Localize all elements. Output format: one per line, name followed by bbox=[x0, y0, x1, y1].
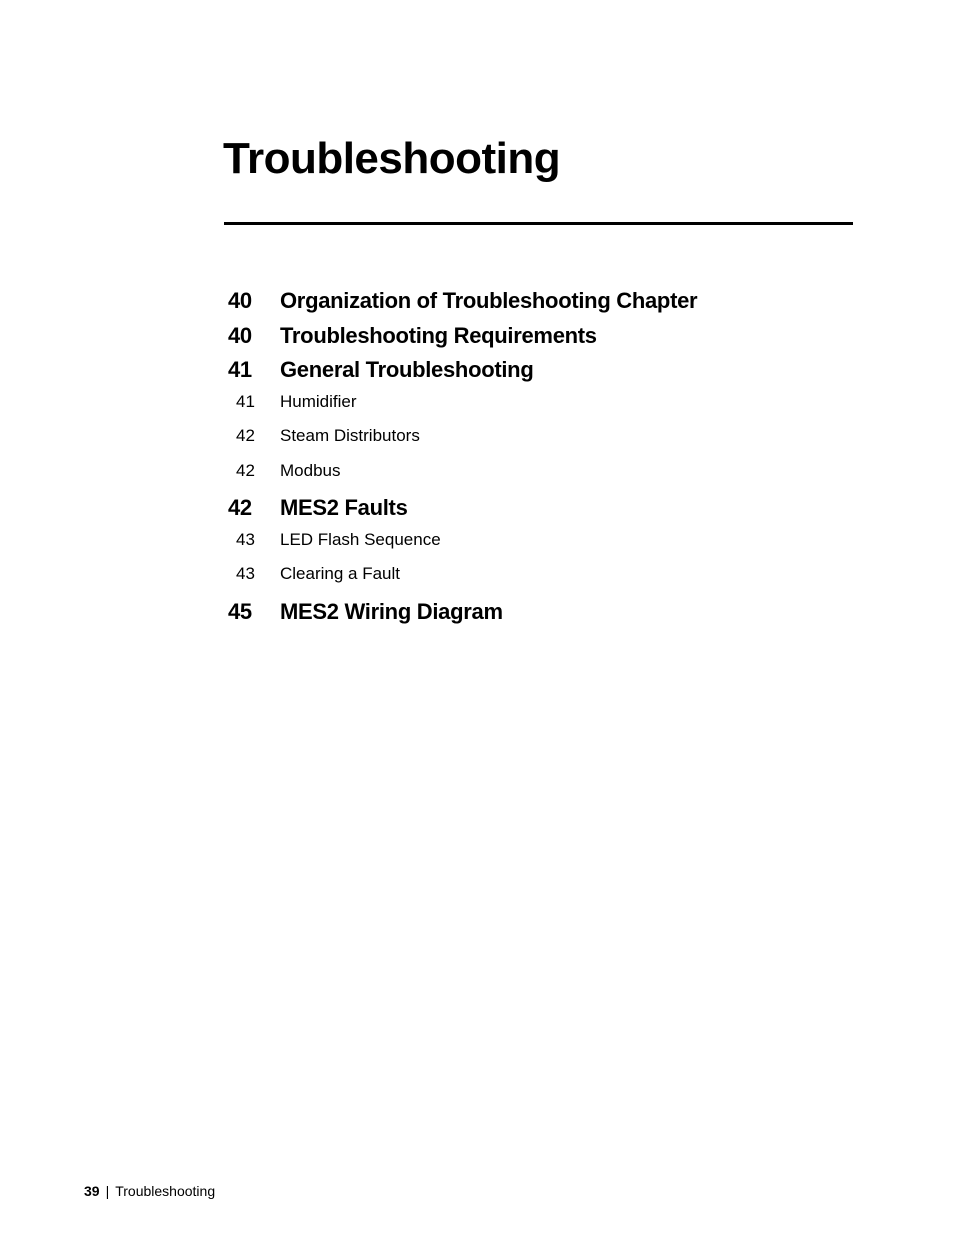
toc-subentry-label: LED Flash Sequence bbox=[280, 529, 441, 549]
toc-page-number: 42 bbox=[228, 495, 252, 520]
toc-subentry-label: Steam Distributors bbox=[280, 426, 420, 445]
table-of-contents bbox=[224, 288, 854, 633]
toc-page-number: 43 bbox=[236, 564, 255, 583]
toc-subentry[interactable] bbox=[224, 530, 854, 565]
toc-page-number: 42 bbox=[236, 460, 255, 480]
toc-subentry-label: Humidifier bbox=[280, 391, 357, 411]
toc-entry-label: MES2 Faults bbox=[280, 495, 408, 520]
toc-entry-label: MES2 Wiring Diagram bbox=[280, 598, 503, 624]
toc-entry[interactable] bbox=[224, 357, 854, 392]
chapter-title: Troubleshooting bbox=[223, 134, 561, 183]
toc-entry[interactable] bbox=[224, 288, 854, 323]
toc-subentry-label: Modbus bbox=[280, 460, 341, 480]
toc-page-number: 45 bbox=[228, 598, 252, 624]
toc-subentry[interactable] bbox=[224, 564, 854, 599]
toc-entry-label: General Troubleshooting bbox=[280, 357, 534, 382]
footer-section-title: Troubleshooting bbox=[115, 1183, 216, 1199]
toc-entry[interactable] bbox=[224, 599, 854, 634]
toc-subentry-label: Clearing a Fault bbox=[280, 564, 401, 583]
toc-subentry[interactable] bbox=[224, 392, 854, 427]
footer-page-number: 39 bbox=[84, 1183, 100, 1199]
toc-page-number: 40 bbox=[228, 288, 252, 313]
page-footer bbox=[84, 1183, 215, 1199]
footer-separator: | bbox=[105, 1183, 110, 1199]
toc-page-number: 42 bbox=[236, 426, 255, 445]
toc-page-number: 43 bbox=[236, 529, 255, 549]
toc-subentry[interactable] bbox=[224, 461, 854, 496]
toc-page-number: 40 bbox=[228, 322, 252, 348]
toc-page-number: 41 bbox=[228, 357, 252, 382]
toc-subentry[interactable] bbox=[224, 426, 854, 461]
toc-entry[interactable] bbox=[224, 495, 854, 530]
toc-entry-label: Troubleshooting Requirements bbox=[280, 322, 597, 348]
toc-entry[interactable] bbox=[224, 323, 854, 358]
title-rule bbox=[224, 222, 853, 225]
toc-entry-label: Organization of Troubleshooting Chapter bbox=[280, 288, 698, 313]
toc-page-number: 41 bbox=[236, 391, 255, 411]
